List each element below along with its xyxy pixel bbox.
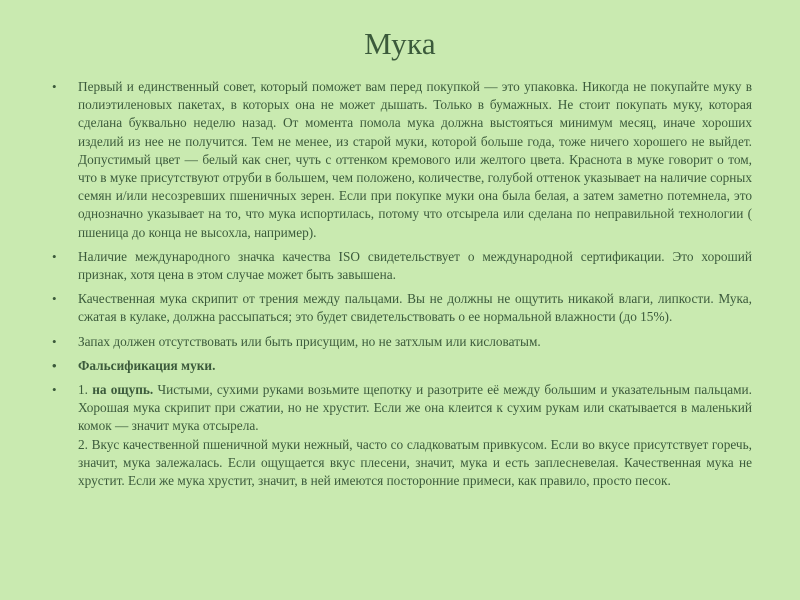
list-item — [52, 248, 752, 284]
bullet-list — [52, 78, 752, 496]
step-text: 2. Вкус качественной пшеничной муки нежный, часто со сладковатым привкусом. Если во вкусе присутствует горечь, значит, мука залежалась. Если ощущается вкус плесени, значит, мука и есть заплесневелая. Качественная мука не хрустит. Если же мука хрустит, значит, в ней имеются посторонние примеси, как правило, просто песок. — [78, 436, 752, 489]
bullet-icon: • — [52, 357, 57, 373]
bullet-icon: • — [52, 79, 57, 94]
slide-title: Мука — [364, 26, 436, 61]
bullet-icon: • — [52, 382, 57, 398]
list-item-text: Наличие международного значка качества ISO свидетельствует о международной сертификации. Это хороший признак, хотя цена в этом случае может быть завышена. — [78, 248, 752, 283]
bullet-icon: • — [52, 333, 57, 349]
list-item-text: Запах должен отсутствовать или быть присущим, но не затхлым или кисловатым. — [78, 333, 541, 349]
bullet-icon: • — [52, 248, 57, 264]
list-item — [52, 78, 752, 242]
bullet-icon: • — [52, 291, 57, 307]
step-number: 1. — [78, 382, 93, 398]
list-item-heading — [52, 357, 752, 375]
list-item-text: Первый и единственный совет, который поможет вам перед покупкой — это упаковка. Никогда не покупайте муку в полиэтиленовых пакетах, в которых она не может дышать. Только в бумажных. Не стоит покупать муку, которая сделана буквально неделю назад. От момента помола мука должна выстояться минимум месяц, иначе хороших изделий из нее не получится. Тем не менее, из старой муки, которой больше года, тоже ничего хорошего не выйдет. Допустимый цвет — белый как снег, чуть с оттенком кремового или желтого цвета. Краснота в муке говорит о том, что в муке присутствуют отруби в большем, чем положено, количестве, голубой оттенок указывает на наличие сорных семян и/или несозревших пшеничных зерен. Если при покупке муки она была белая, а затем заметно потемнела, это однозначно указывает на то, что мука испортилась, потому что отсырела или сделана по неправильной технологии ( пшеница до конца не высохла, например). — [78, 79, 752, 240]
list-item — [52, 381, 752, 490]
list-item-text: Качественная мука скрипит от трения между пальцами. Вы не должны не ощутить никакой влаги, липкости. Мука, сжатая в кулаке, должна рассыпаться; это будет свидетельствовать о ее нормальной влажности (до 15%). — [78, 291, 752, 325]
list-item — [52, 290, 752, 326]
step-text: Чистыми, сухими руками возьмите щепотку и разотрите её между большим и указательным пальцами. Хорошая мука скрипит при сжатии, но не хрустит. Если же она клеится к сухим рукам или скатывается в маленький комок — значит мука отсырела. — [78, 382, 753, 434]
step-lead: на ощупь. — [92, 382, 154, 398]
section-heading: Фальсификация муки. — [78, 357, 216, 373]
list-item — [52, 333, 752, 351]
list-item-text — [78, 381, 752, 490]
